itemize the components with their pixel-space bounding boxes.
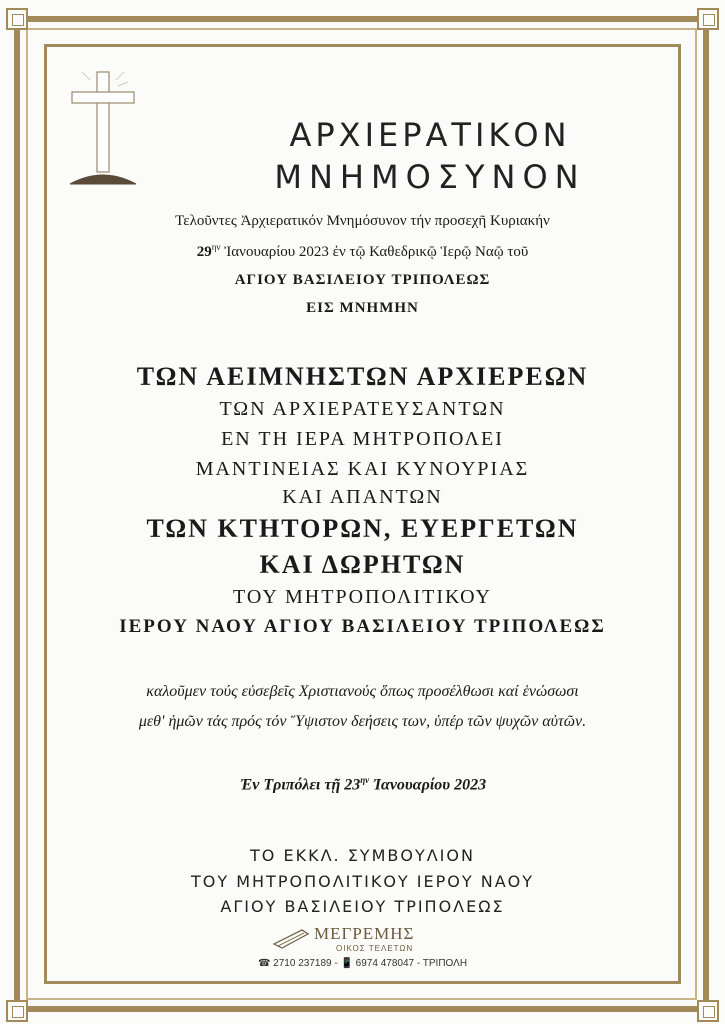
corner-ornament-top-right [697,8,719,30]
corner-ornament-top-left [6,8,28,30]
body-line-7: ΚΑΙ ΔΩΡΗΤΩΝ [259,550,466,579]
intro-line-1: Τελοῦντες Ἀρχιερατικόν Μνημόσυνον τήν προσεχῆ Κυριακήν [175,213,550,229]
intro-day-suffix: ην [211,242,221,252]
body-line-6: ΤΩΝ ΚΤΗΤΟΡΩΝ, ΕΥΕΡΓΕΤΩΝ [146,514,579,543]
body-line-8: ΤΟΥ ΜΗΤΡΟΠΟΛΙΤΙΚΟΥ [233,586,492,608]
funeral-home-logo [270,924,470,960]
logo-name: ΜΕΓΡΕΜΗΣ [314,924,415,943]
contact-info: ☎ 2710 237189 - 📱 6974 478047 - ΤΡΙΠΟΛΗ [257,958,468,969]
date-suffix: Ἰανουαρίου 2023 [369,776,487,794]
corner-ornament-bottom-right [697,1000,719,1022]
intro-line-4: ΕΙΣ ΜΝΗΜΗΝ [306,300,419,316]
corner-ornament-bottom-left [6,1000,28,1022]
logo-subtitle: ΟΙΚΟΣ ΤΕΛΕΤΩΝ [336,944,414,953]
intro-day: 29 [196,244,212,260]
signature-line-3: ΑΓΙΟΥ ΒΑΣΙΛΕΙΟΥ ΤΡΙΠΟΛΕΩΣ [220,897,505,916]
body-line-2: ΤΩΝ ΑΡΧΙΕΡΑΤΕΥΣΑΝΤΩΝ [219,398,506,420]
intro-line-2-rest: Ἰανουαρίου 2023 ἐν τῷ Καθεδρικῷ Ἱερῷ Ναῷ τοῦ [220,244,529,260]
cross-icon [66,66,140,190]
invite-line-2: μεθ' ἡμῶν τάς πρός τόν Ὕψιστον δεήσεις των, ὑπέρ τῶν ψυχῶν αὐτῶν. [138,713,587,730]
intro-line-2 [60,242,665,261]
quill-icon [272,926,312,952]
body-line-5: ΚΑΙ ΑΠΑΝΤΩΝ [282,486,443,508]
invite-line-1: καλοῦμεν τούς εὐσεβεῖς Χριστιανούς ὅπως προσέλθωσι καί ἑνώσωσι [146,683,579,700]
body-line-4: ΜΑΝΤΙΝΕΙΑΣ ΚΑΙ ΚΥΝΟΥΡΙΑΣ [195,458,530,480]
intro-line-3: ΑΓΙΟΥ ΒΑΣΙΛΕΙΟΥ ΤΡΙΠΟΛΕΩΣ [234,272,491,288]
title-line-2: ΜΝΗΜΟΣΥΝΟΝ [274,158,586,196]
title-line-1: ΑΡΧΙΕΡΑΤΙΚΟΝ [289,116,571,154]
signature-line-2: ΤΟΥ ΜΗΤΡΟΠΟΛΙΤΙΚΟΥ ΙΕΡΟΥ ΝΑΟΥ [190,872,534,891]
body-line-3: ΕΝ ΤΗ ΙΕΡΑ ΜΗΤΡΟΠΟΛΕΙ [221,428,504,450]
date-suffix-sup: ην [360,775,370,785]
body-line-1: ΤΩΝ ΑΕΙΜΝΗΣΤΩΝ ΑΡΧΙΕΡΕΩΝ [136,362,589,391]
body-line-9: ΙΕΡΟΥ ΝΑΟΥ ΑΓΙΟΥ ΒΑΣΙΛΕΙΟΥ ΤΡΙΠΟΛΕΩΣ [119,616,606,637]
signature-line-1: ΤΟ ΕΚΚΛ. ΣΥΜΒΟΥΛΙΟΝ [250,846,475,865]
date-line [240,775,486,794]
date-prefix: Ἐν Τριπόλει τῇ 23 [240,776,361,794]
